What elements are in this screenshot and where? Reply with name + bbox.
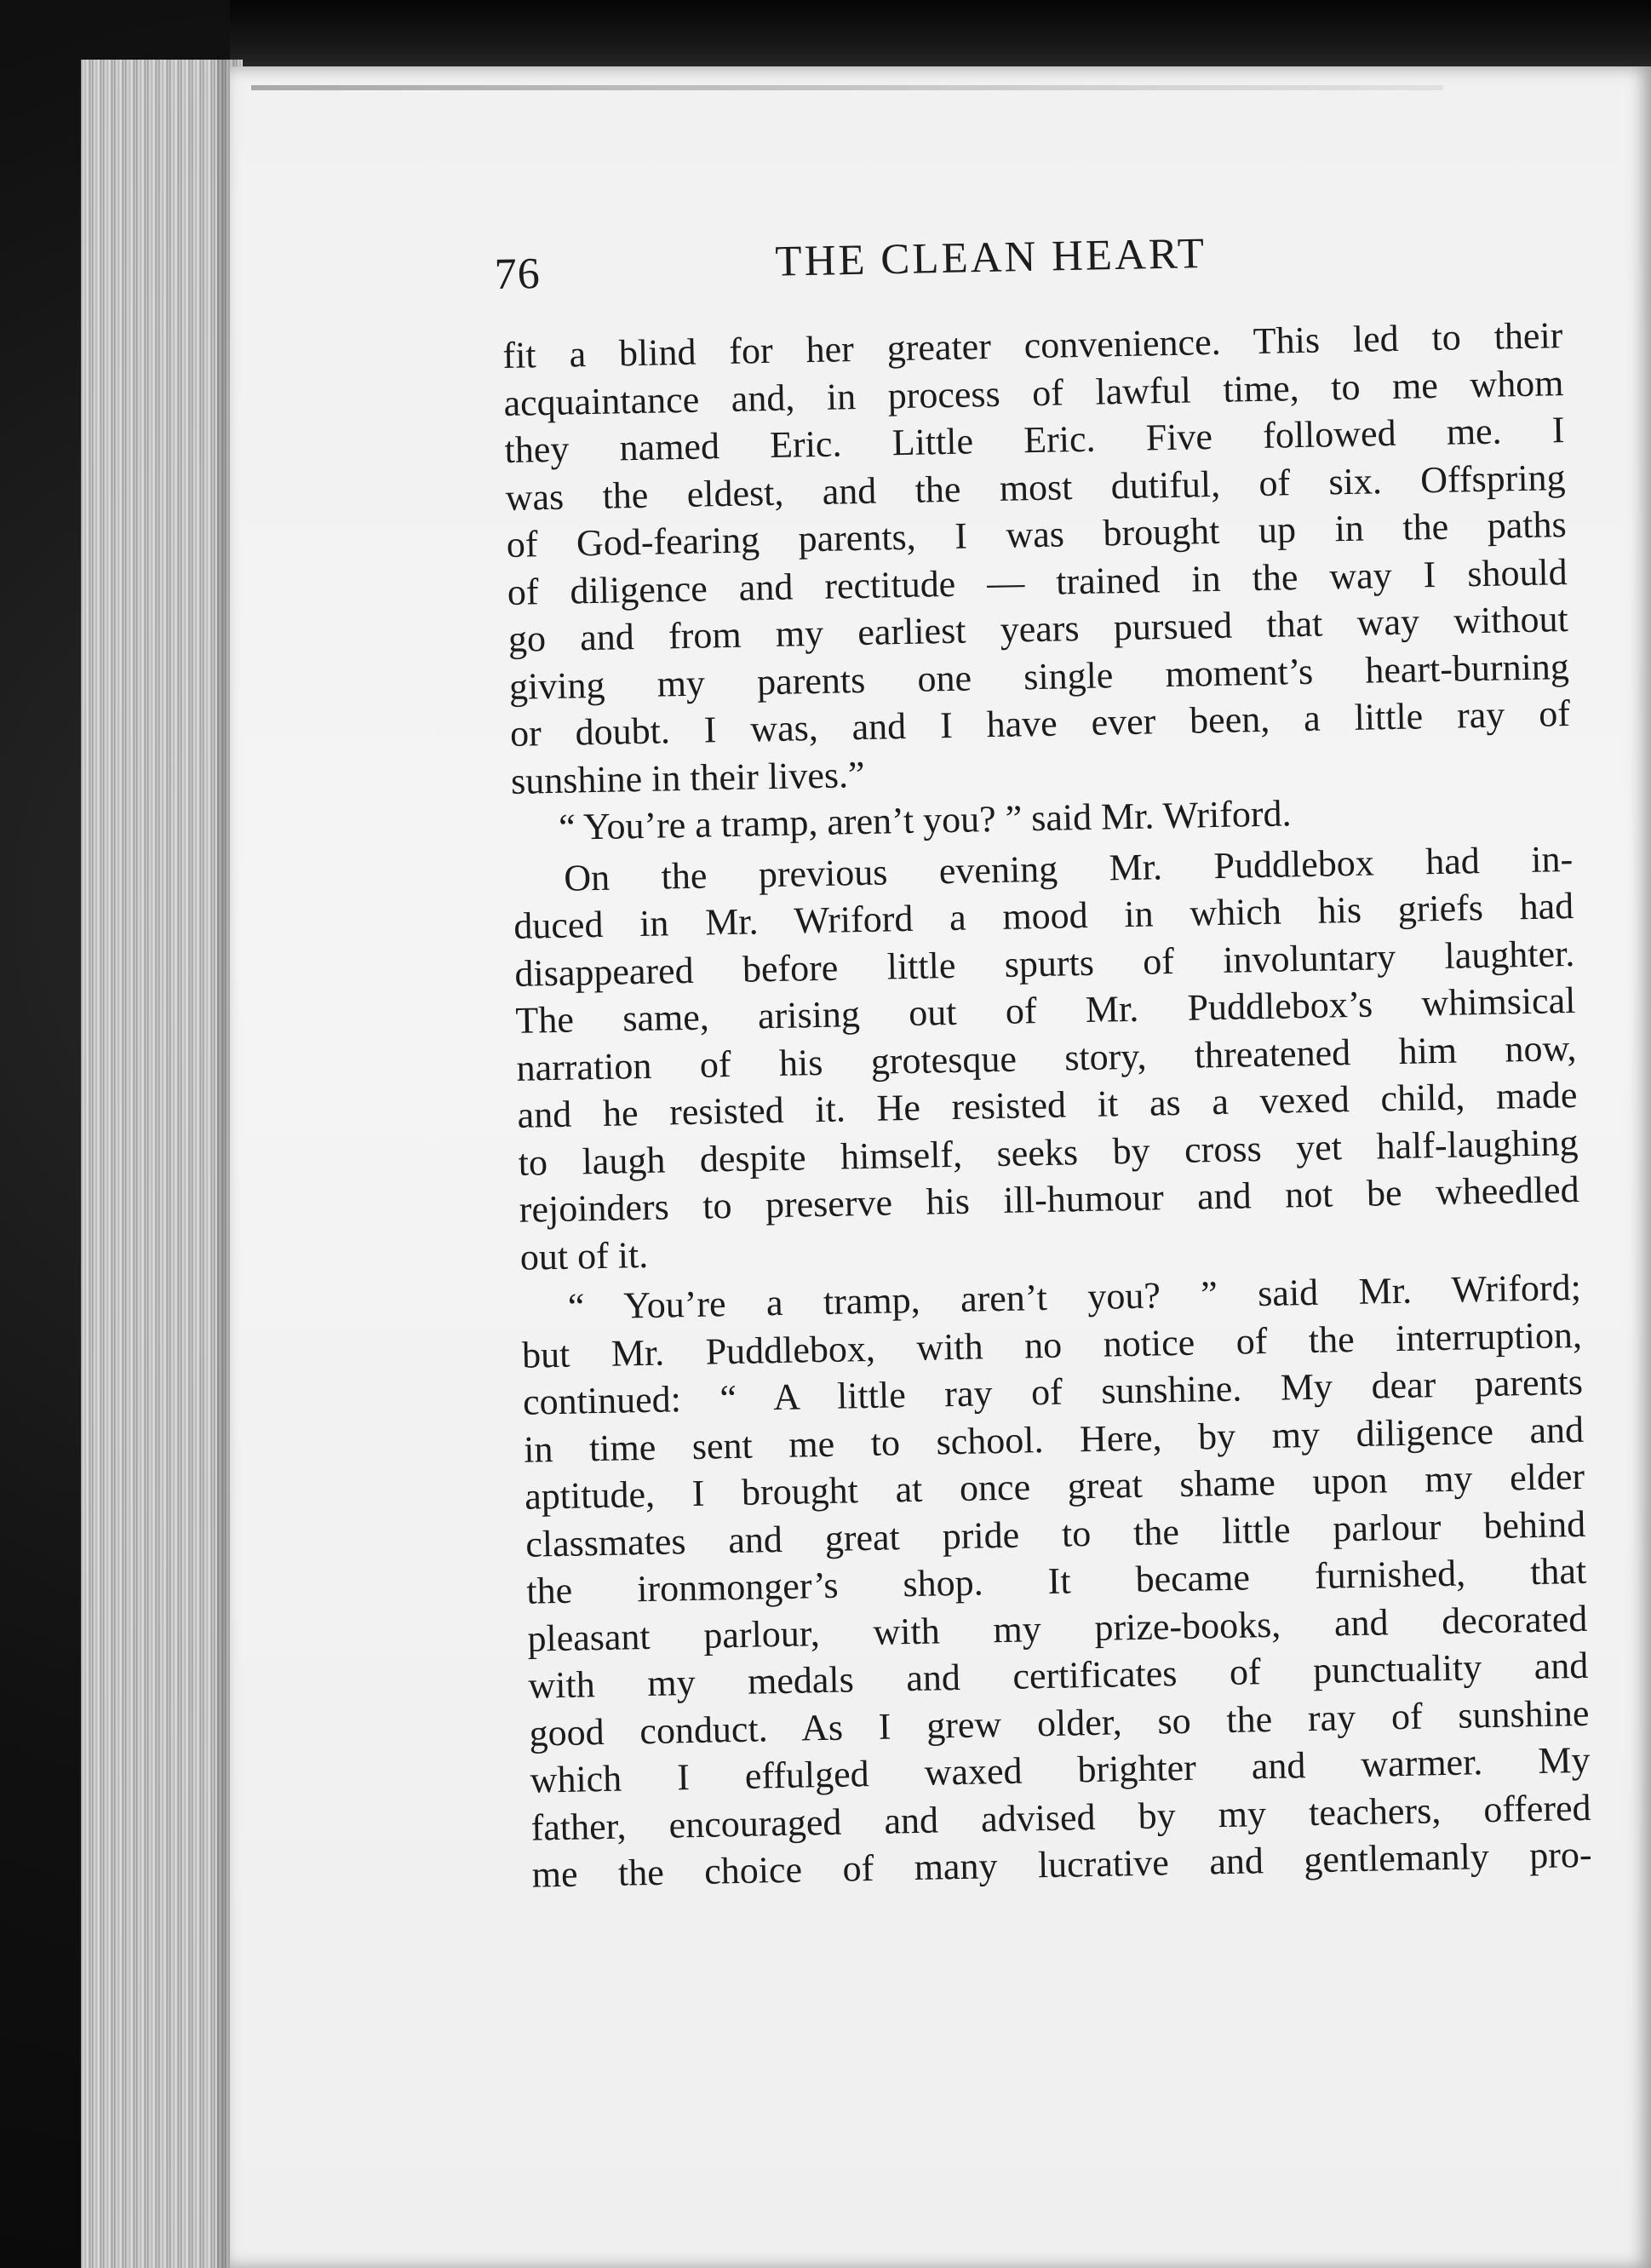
text-line: me the choice of many lucrative and gentlemanly pro- <box>531 1833 1593 1896</box>
text-line: which I effulged waxed brighter and warmer. My <box>530 1738 1591 1801</box>
text-line: “ You’re a tramp, aren’t you? ” said Mr. Wriford. <box>558 792 1292 848</box>
text-line: out of it. <box>519 1233 649 1278</box>
page-top-rule <box>251 85 1443 90</box>
text-line: duced in Mr. Wriford a mood in which his griefs had <box>513 884 1574 947</box>
text-line: “ You’re a tramp, aren’t you? ” said Mr. Wriford; <box>567 1266 1582 1328</box>
text-line: classmates and great pride to the little parlour behind <box>525 1502 1586 1565</box>
text-line: aptitude, I brought at once great shame upon my elder <box>524 1455 1585 1518</box>
running-title: THE CLEAN HEART <box>774 229 1207 286</box>
text-line: they named Eric. Little Eric. Five followed me. I <box>504 409 1565 471</box>
text-line: continued: “ A little ray of sunshine. My dear parents <box>522 1360 1584 1423</box>
text-line: was the eldest, and the most dutiful, of six. Offspring <box>505 456 1566 519</box>
top-shadow <box>230 0 1651 73</box>
text-line: with my medals and certificates of punctuality and <box>528 1644 1589 1707</box>
text-line: giving my parents one single moment’s heart-burning <box>508 645 1570 708</box>
text-line: disappeared before little spurts of involuntary laughter. <box>513 932 1575 995</box>
text-line: of God-fearing parents, I was brought up in the paths <box>506 503 1568 566</box>
book-page-edges <box>81 60 243 2268</box>
text-line: The same, arising out of Mr. Puddlebox’s whimsical <box>515 979 1576 1042</box>
text-line: good conduct. As I grew older, so the ray of sunshine <box>529 1691 1590 1754</box>
text-line: but Mr. Puddlebox, with no notice of the interruption, <box>521 1313 1583 1376</box>
text-line: fit a blind for her greater convenience. This led to their <box>502 314 1563 376</box>
text-line: or doubt. I was, and I have ever been, a little ray of <box>509 692 1571 755</box>
text-line: go and from my earliest years pursued that way without <box>507 598 1569 660</box>
text-line: and he resisted it. He resisted it as a vexed child, made <box>517 1073 1578 1136</box>
text-line: pleasant parlour, with my prize-books, and decorated <box>526 1597 1588 1660</box>
text-line: the ironmonger’s shop. It became furnished, that <box>525 1549 1587 1612</box>
text-line: father, encouraged and advised by my teachers, offered <box>530 1786 1591 1849</box>
text-line: acquaintance and, in process of lawful time, to me whom <box>503 361 1564 424</box>
body-text <box>502 312 1592 1898</box>
text-line: sunshine in their lives.” <box>510 753 866 802</box>
text-line: rejoinders to preserve his ill-humour and not be wheedled <box>519 1168 1580 1231</box>
page-number: 76 <box>494 249 542 299</box>
text-line: to laugh despite himself, seeks by cross yet half-laughing <box>518 1121 1579 1184</box>
text-line: On the previous evening Mr. Puddlebox had in- <box>563 837 1574 899</box>
text-line: narration of his grotesque story, threatened him now, <box>516 1026 1577 1089</box>
text-line: of diligence and rectitude — trained in the way I should <box>507 550 1568 613</box>
text-line: in time sent me to school. Here, by my diligence and <box>523 1408 1585 1471</box>
